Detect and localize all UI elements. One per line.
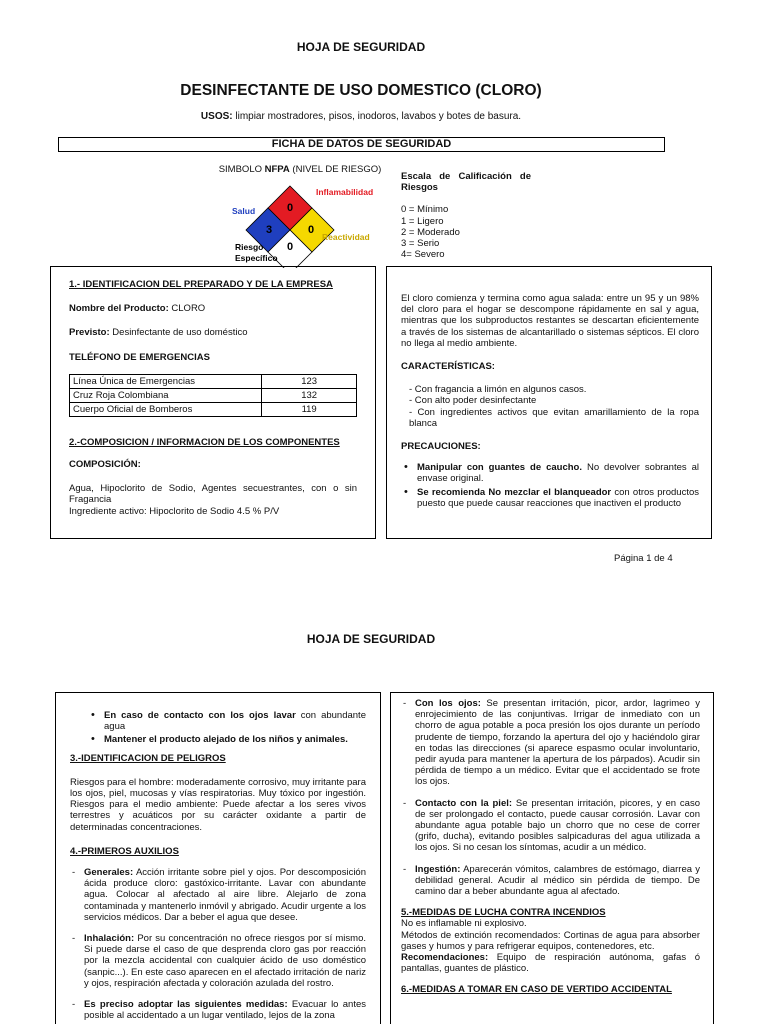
section5-line: No es inflamable ni explosivo.: [401, 918, 527, 930]
phone-number: 132: [262, 388, 357, 402]
list-item: [70, 867, 366, 923]
list-item: [401, 798, 700, 854]
list-item: [88, 710, 366, 732]
risk-scale-item: 0 = Mínimo: [401, 204, 449, 216]
list-item: [88, 734, 366, 745]
bullet-bold: Mantener el producto alejado de los niños y animales.: [104, 734, 348, 746]
nfpa-caption: [160, 164, 440, 175]
aid-bold: Ingestión:: [415, 863, 461, 875]
precautions-list: [401, 462, 699, 509]
active-ingredient: Ingrediente activo: Hipoclorito de Sodio 4.5 % P/V: [69, 505, 280, 517]
list-item: [70, 999, 366, 1021]
features-list: [401, 384, 699, 429]
section6-title: 6.-MEDIDAS A TOMAR EN CASO DE VERTIDO ACCIDENTAL: [401, 984, 672, 996]
ficha-title: FICHA DE DATOS DE SEGURIDAD: [58, 137, 665, 152]
section3-text: Riesgos para el hombre: moderadamente corrosivo, muy irritante para los ojos, piel, mucosas y vías respiratorias. Muy tóxico por ingestión. Riesgos para el medio ambiente: Puede afectar a los seres vivos terrestres y acuáticos por su carácter oxidante a partir de determinadas concentraciones.: [70, 776, 366, 833]
aid-text: Se presentan irritación, picores, y en caso de ser prolongado el contacto, puede causar corrosión. Lavar con abundante agua potable bajo un chorro que no cese de correr (grifo, ducha), evitando posibles salpicaduras del agua utilizada a los ojos. Si no cesan los síntomas, acudir a un médico.: [415, 797, 700, 854]
nfpa-diamond: [226, 176, 386, 268]
aid-text: Acción irritante sobre piel y ojos. Por descomposición ácida produce cloro: gastóxico-irritante. Lavar con abundante agua. Colocar al afectado al aire libre. Alejarlo de zona contaminada y mantenerlo inmóvil y abrigado. Acudir urgente a los servicios médicos. Dar a beber el agua que desee.: [84, 867, 366, 923]
nfpa-flammability-value: 0: [286, 202, 294, 214]
table-row: [70, 374, 357, 388]
emergency-phones-table: [69, 374, 357, 417]
precaution-bold: Se recomienda No mezclar el blanqueador: [417, 486, 612, 498]
phone-number: 123: [262, 374, 357, 388]
list-item: - Con alto poder desinfectante: [409, 395, 537, 407]
document-title: DESINFECTANTE DE USO DOMESTICO (CLORO): [180, 82, 542, 99]
precaution-bold: Manipular con guantes de caucho.: [417, 462, 582, 474]
section5-line: Métodos de extinción recomendados: Cortinas de agua para absorber gases y humos y para refrigerar equipos, contenedores, etc.: [401, 929, 700, 952]
page1-left-box: [50, 266, 376, 539]
phone-name: Cuerpo Oficial de Bomberos: [70, 402, 262, 416]
first-aid-list-continued: [401, 698, 700, 897]
aid-bold: Generales:: [84, 867, 134, 879]
section3-title: 3.-IDENTIFICACION DE PELIGROS: [70, 752, 226, 764]
nfpa-caption-post: (NIVEL DE RIESGO): [289, 164, 382, 175]
phone-name: Cruz Roja Colombiana: [70, 388, 262, 402]
nfpa-reactivity-value: 0: [307, 224, 315, 236]
risk-scale-item: 4= Severo: [401, 249, 445, 261]
table-row: [70, 388, 357, 402]
risk-scale-item: 1 = Ligero: [401, 215, 444, 227]
nfpa-health-label: Salud: [232, 206, 256, 216]
phone-name: Línea Única de Emergencias: [70, 374, 262, 388]
bullet-text: con abundante agua: [104, 710, 366, 733]
recommendations-line: [401, 952, 700, 974]
aid-text: Por su concentración no ofrece riesgos por sí mismo. Si puede darse el caso de que desprenda cloro gas por reacción por la mezcla accidental con cualquier ácido de uso doméstico (sanpic...). En este caso aparecen en el afectado irritación de nariz y ojos, respiración afectada y coloración azulada del rostro.: [84, 933, 366, 989]
bullet-bold: En caso de contacto con los ojos lavar: [104, 710, 296, 721]
page2-header: HOJA DE SEGURIDAD: [306, 632, 436, 646]
aid-bold: Inhalación:: [84, 933, 135, 945]
section2-title: 2.-COMPOSICION / INFORMACION DE LOS COMPONENTES: [69, 436, 340, 448]
nfpa-specific-value: 0: [286, 241, 294, 253]
risk-scale-item: 2 = Moderado: [401, 226, 460, 238]
phone-number: 119: [262, 402, 357, 416]
recommendations-label: Recomendaciones:: [401, 952, 489, 964]
intended-use-value: Desinfectante de uso doméstico: [109, 327, 248, 339]
list-item: [401, 864, 700, 898]
aid-bold: Contacto con la piel:: [415, 797, 513, 809]
table-row: [70, 402, 357, 416]
page1-header: HOJA DE SEGURIDAD: [296, 40, 426, 54]
precaution-text: con otros productos puesto que puede causar reacciones que inactiven el producto: [417, 486, 699, 509]
nfpa-health-value: 3: [265, 224, 273, 236]
intended-use-label: Previsto:: [69, 327, 110, 339]
nfpa-caption-pre: SIMBOLO: [218, 164, 265, 175]
emergency-phones-title: TELÉFONO DE EMERGENCIAS: [69, 351, 210, 363]
list-item: [401, 698, 700, 788]
aid-text: Se presentan irritación, picor, ardor, lagrimeo y enrojecimiento de las conjuntivas. Irrigar de inmediato con un chorro de agua potable a poca presión los ojos durante un período prudente de tiempo, forzando la apertura del ojo y haciéndolo girar en todas las direcciones (si aparece espasmo ocular involuntario, pedir ayuda para mantener la apertura de los párpados). Acudir sin pérdida de tiempo a un médico. Evitar que el accidentado se frote los ojos.: [415, 698, 700, 788]
nfpa-flammability-label: Inflamabilidad: [316, 187, 374, 197]
page2-bullets: [70, 710, 366, 746]
nfpa-specific-label-2: Específico: [235, 253, 278, 263]
nfpa-specific-label-1: Riesgo: [235, 242, 264, 252]
aid-bold: Es preciso adoptar las siguientes medidas:: [84, 999, 288, 1011]
section1-title: 1.- IDENTIFICACION DEL PREPARADO Y DE LA EMPRESA: [69, 279, 333, 290]
list-item: - Con fragancia a limón en algunos casos.: [409, 384, 587, 396]
uses-label: USOS:: [200, 111, 233, 122]
risk-scale: [401, 171, 531, 260]
first-aid-list: [70, 867, 366, 1021]
page1-right-box: [386, 266, 712, 539]
page2-right-box: [390, 692, 714, 1024]
risk-scale-title: Escala de Calificación de Riesgos: [401, 171, 531, 194]
composition-title: COMPOSICIÓN:: [69, 459, 141, 471]
product-name-line: [69, 303, 357, 314]
list-item: [70, 933, 366, 989]
intro-text: El cloro comienza y termina como agua salada: entre un 95 y un 98% del cloro para el hogar se descompone rápidamente en sal y agua, mientras que los subproductos restantes se descartan eficientemente a través de los sistemas de alcantarillado o sistemas sépticos. El cloro no llega al medio ambiente.: [401, 293, 699, 349]
recommendations-text: Equipo de respiración autónoma, gafas ó pantallas, guantes de plástico.: [401, 952, 700, 975]
precautions-title: PRECAUCIONES:: [401, 441, 481, 453]
risk-scale-item: 3 = Serio: [401, 238, 440, 250]
nfpa-reactivity-label: Reactividad: [322, 232, 370, 242]
section5-title: 5.-MEDIDAS DE LUCHA CONTRA INCENDIOS: [401, 907, 606, 919]
features-title: CARACTERÍSTICAS:: [401, 361, 495, 373]
product-name-label: Nombre del Producto:: [69, 303, 169, 315]
page2-left-box: [55, 692, 381, 1024]
list-item: [401, 487, 699, 509]
uses-line: [0, 111, 722, 123]
nfpa-caption-bold: NFPA: [264, 164, 290, 175]
section4-title: 4.-PRIMEROS AUXILIOS: [70, 845, 179, 857]
aid-text: Aparecerán vómitos, calambres de estómago, diarrea y debilidad general. Acudir al médico sin pérdida de tiempo. De camino dar a beber abundante agua al afectado.: [415, 863, 700, 898]
precaution-text: No devolver sobrantes al envase original.: [417, 462, 699, 485]
product-name-value: CLORO: [168, 303, 206, 315]
list-item: - Con ingredientes activos que evitan amarillamiento de la ropa blanca: [409, 406, 699, 429]
list-item: [401, 462, 699, 484]
intended-use-line: [69, 327, 357, 338]
aid-bold: Con los ojos:: [415, 698, 481, 709]
composition-text: Agua, Hipoclorito de Sodio, Agentes secuestrantes, con o sin Fragancia: [69, 483, 357, 506]
uses-text: limpiar mostradores, pisos, inodoros, lavabos y botes de basura.: [232, 111, 522, 122]
page-number: Página 1 de 4: [614, 553, 673, 564]
aid-text: Evacuar lo antes posible al accidentado a un lugar ventilado, lejos de la zona: [84, 999, 366, 1022]
